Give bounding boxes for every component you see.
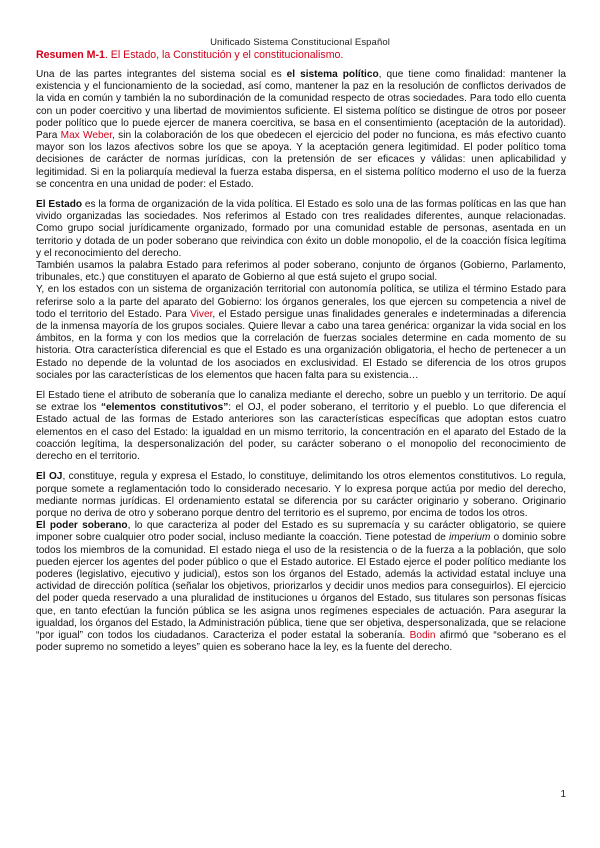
bold-term: El poder soberano bbox=[36, 520, 128, 532]
paragraph bbox=[36, 390, 566, 463]
text-run: Una de las partes integrantes del sistema social es bbox=[36, 69, 287, 80]
text-run: , lo que caracteriza al poder del Estado es su supremacía y su carácter obligatorio, se quiere imponer sobre cualquier otro poder social, incluso mediante la coacción. Tiene potestad de bbox=[36, 520, 566, 544]
bold-term: “elementos constitutivos” bbox=[100, 402, 229, 414]
summary-title-text: . El Estado, la Constitución y el constitucionalismo. bbox=[104, 49, 344, 61]
summary-title bbox=[36, 49, 566, 62]
bold-term: El OJ bbox=[36, 471, 63, 483]
text-run: También usamos la palabra Estado para referimos al poder soberano, conjunto de órganos (Gobierno, Parlamento, tribunales, etc.) que constituyen el aparato de Gobierno al que está sujeto el grupo social. bbox=[36, 260, 566, 284]
author-name: Bodin bbox=[409, 629, 436, 641]
paragraphs bbox=[36, 69, 566, 654]
document-body bbox=[36, 49, 566, 654]
paragraph bbox=[36, 199, 566, 260]
italic-term: imperium bbox=[448, 532, 491, 544]
paragraph bbox=[36, 471, 566, 520]
paragraph bbox=[36, 284, 566, 382]
text-run: , constituye, regula y expresa el Estado, lo constituye, delimitando los otros elementos constitutivos. Lo regula, porque somete a reglamentación todo lo considerado necesario. Y lo expresa porque actúa por medio del derecho, mediante normas jurídicas. El ordenamiento estatal se diferencia por su carácter originario y soberano. Originario porque no deriva de otro y soberano porque dentro del territorio es el supremo, por encima de todos los otros. bbox=[36, 471, 566, 519]
paragraph bbox=[36, 260, 566, 284]
text-run: , sin la colaboración de los que obedecen el ejercicio del poder no funciona, es más efectivo cuanto mayor son los lazos afectivos sobre los que se apoya. Y la aceptación genera legitimidad. El poder político toma decisiones de carácter de normas jurídicas, con la pretensión de ser eficaces y válidas: unen aplicabilidad y legitimidad. Si en la poliarquía medieval la fuerza estaba dispersa, en el sistema político moderno el uso de la fuerza se concentra en una unidad de poder: el Estado. bbox=[36, 130, 566, 190]
text-run: o dominio sobre todos los miembros de la comunidad. El estado niega el uso de la resistencia o de la fuerza a la población, que solo pueden ejercer los agentes del poder público o que el Estado autorice. El Estado ejerce el poder político mediante los poderes (legislativo, ejecutivo y judicial), estos son los órganos del Estado, además la actividad estatal incluye una actividad de dirección política (señalar los objetivos, priorizarlos y decidir unos medios para conseguirlos). El ejercicio del poder queda reservado a una pluralidad de instituciones u órganos del Estado, sus titulares son personas físicas que, en tanto efectúan la función pública se les asigna unos regímenes especiales de actuación. Para asegurar la igualdad, los órganos del Estado, la Administración pública, tiene que ser objetiva, despersonalizada, que se relacione “por igual” con todos los ciudadanos. Caracteriza el poder estatal la soberanía. bbox=[36, 532, 566, 641]
text-run: , que tiene como finalidad: mantener la existencia y el funcionamiento de la sociedad, así como, mantener la paz en la resolución de conflictos derivados de la vida en común y también la no subordinación de la comunidad respecto de otras sociedades. Para todo ello cuenta con un poder coercitivo y una libertad de movimientos suficiente. El sistema político se distingue de otros por poseer poder político que lo puede ejercer de manera coercitiva, se basa en el consentimiento (aceptación de la autoridad). Para bbox=[36, 69, 566, 142]
bold-term: El Estado bbox=[36, 199, 83, 211]
author-name: Viver bbox=[190, 308, 213, 320]
text-run: es la forma de organización de la vida política. El Estado es solo una de las formas políticas en las que han vivido organizadas las sociedades. Nos referimos al Estado con tres realidades diferentes, aunque relacionadas. Como grupo social jurídicamente organizado, formado por una comunidad estable de personas, asentada en un territorio y dotada de un poder soberano que reivindica con éxito un doble monopolio, el de la coacción física legítima y el reconocimiento del derecho. bbox=[36, 199, 566, 259]
paragraph bbox=[36, 520, 566, 654]
paragraph bbox=[36, 69, 566, 191]
page-number: 1 bbox=[560, 789, 566, 800]
text-run: : el OJ, el poder soberano, el territorio y el pueblo. Lo que diferencia el Estado actual de las formas de Estado anteriores son las características específicas que adoptan estos cuatro elementos en el caso del Estado: la igualdad en un mismo territorio, la concentración en el aparato del Estado de la coacción legítima, la despersonalización del poder, su carácter soberano o el monopolio del reconocimiento de derecho en el territorio. bbox=[36, 402, 567, 463]
text-run: afirmó que “soberano es el poder supremo no sometido a leyes” quien es soberano hace la ley, es la fuente del derecho. bbox=[36, 629, 567, 654]
author-name: Max Weber bbox=[60, 130, 113, 142]
document-header: Unificado Sistema Constitucional Español bbox=[210, 37, 390, 48]
text-run: El Estado tiene el atributo de soberanía que lo canaliza mediante el derecho, sobre un pueblo y un territorio. De aquí se extrae los bbox=[36, 390, 566, 414]
text-run: Y, en los estados con un sistema de organización territorial con autonomía política, se utiliza el término Estado para referirse solo a la parte del aparato del Gobierno: los órganos generales, los que ejercen su competencia a nivel de todo el territorio del Estado. Para bbox=[36, 284, 566, 320]
summary-number: Resumen M-1 bbox=[36, 49, 105, 61]
bold-term: el sistema político bbox=[286, 69, 379, 80]
text-run: , el Estado persigue unas finalidades generales e indeterminadas a diferencia de la inmensa mayoría de los grupos sociales. Quiere llevar a cabo una tarea genérica: organizar la vida social en los ámbitos, en la forma y con los medios que la correlación de fuerzas sociales determine en cada momento de su historia. Otra característica diferencial es que el Estado es una organización obligatoria, el hecho de pertenecer a un Estado no depende de la voluntad de los asociados en exclusividad. El Estado se diferencia de los otros grupos sociales por las características de los elementos que hacen falta para su existencia… bbox=[36, 308, 566, 381]
